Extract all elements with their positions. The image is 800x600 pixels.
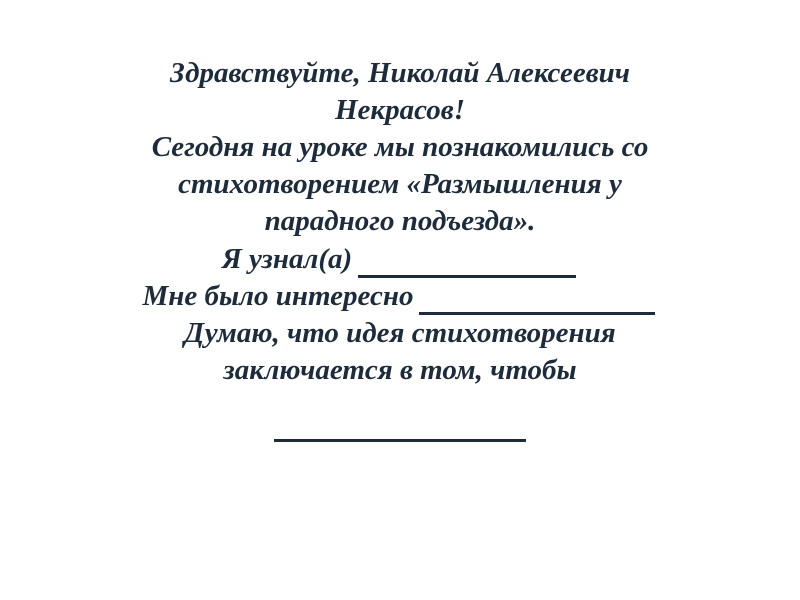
greeting-line-2: Некрасов! [334, 94, 466, 127]
answer-blank-2[interactable] [419, 284, 655, 315]
lesson-line-2: стихотворением «Размышления у [178, 168, 622, 201]
greeting-line-1: Здравствуйте, Николай Алексеевич [169, 57, 631, 89]
prompt-line-2 [60, 278, 740, 315]
prompt-1-label: Я узнал(а) [221, 242, 353, 275]
lesson-line-1: Сегодня на уроке мы познакомились со [151, 131, 649, 164]
prompt-line-3b: заключается в том, чтобы [223, 353, 577, 386]
answer-blank-1[interactable] [358, 247, 576, 278]
prompt-line-1 [60, 241, 740, 278]
prompt-2-label: Мне было интересно [142, 279, 414, 312]
answer-blank-3[interactable] [274, 435, 526, 442]
prompt-line-3a: Думаю, что идея стихотворения [184, 316, 616, 349]
reflection-text-block [60, 55, 740, 452]
answer-blank-3-row [60, 415, 740, 452]
lesson-line-3: парадного подъезда». [264, 205, 536, 238]
